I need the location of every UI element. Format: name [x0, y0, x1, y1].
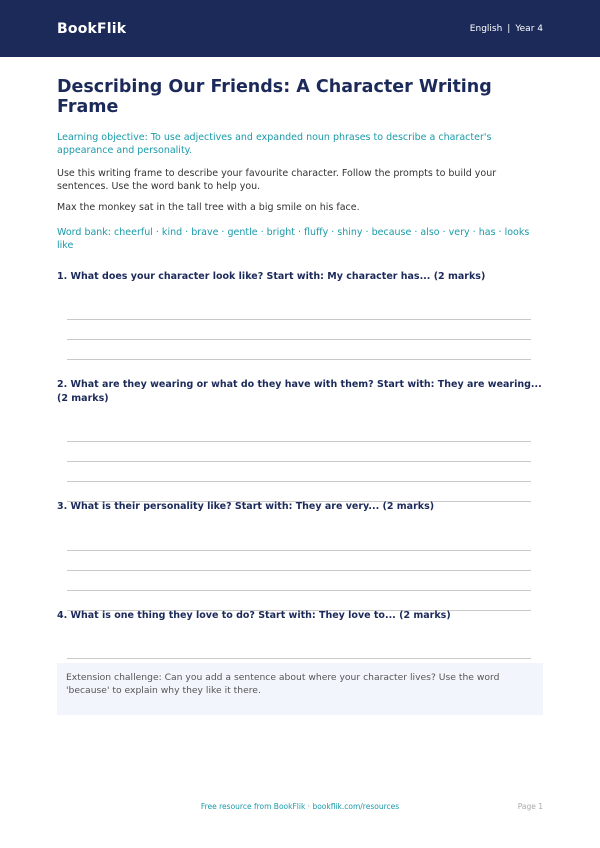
instructions-text: Use this writing frame to describe your favourite character. Follow the prompts to build your sentences. Use the word bank to help you.	[57, 168, 497, 192]
answer-lines-1	[67, 319, 531, 360]
subject-year	[470, 24, 543, 34]
footer-text: Free resource from BookFlik · bookflik.com/resources	[200, 802, 400, 811]
learning-objective: Learning objective: To use adjectives and expanded noun phrases to describe a character's appearance and personality.	[57, 132, 492, 156]
page-title: Describing Our Friends: A Character Writing Frame	[57, 77, 492, 117]
example-sentence: Max the monkey sat in the tall tree with a big smile on his face.	[57, 202, 360, 213]
answer-line[interactable]	[67, 319, 531, 320]
question-4: 4. What is one thing they love to do? Start with: They love to... (2 marks)	[57, 610, 451, 621]
word-bank: Word bank: cheerful · kind · brave · gentle · bright · fluffy · shiny · because · also · very · has · looks like	[57, 227, 530, 251]
page-header	[0, 0, 600, 57]
answer-line[interactable]	[67, 461, 531, 462]
question-3: 3. What is their personality like? Start with: They are very... (2 marks)	[57, 501, 435, 512]
answer-lines-2	[67, 441, 531, 502]
answer-line[interactable]	[67, 590, 531, 591]
answer-line[interactable]	[67, 550, 531, 551]
question-2: 2. What are they wearing or what do they have with them? Start with: They are wearing... (2 marks)	[57, 379, 542, 404]
question-1: 1. What does your character look like? Start with: My character has... (2 marks)	[57, 271, 486, 282]
year-label: Year 4	[515, 23, 543, 34]
answer-line[interactable]	[67, 339, 531, 340]
worksheet-body	[0, 67, 600, 699]
brand-logo: BookFlik	[57, 20, 127, 37]
extension-challenge: Extension challenge: Can you add a sentence about where your character lives? Use the word 'because' to explain why they like it there.	[57, 663, 543, 715]
answer-lines-3	[67, 550, 531, 611]
answer-line[interactable]	[67, 481, 531, 482]
subject-label: English	[469, 23, 503, 34]
answer-line[interactable]	[67, 441, 531, 442]
answer-line[interactable]	[67, 359, 531, 360]
answer-line[interactable]	[67, 658, 531, 659]
answer-line[interactable]	[67, 570, 531, 571]
page-number: Page 1	[517, 802, 543, 811]
meta-separator: |	[507, 23, 511, 34]
